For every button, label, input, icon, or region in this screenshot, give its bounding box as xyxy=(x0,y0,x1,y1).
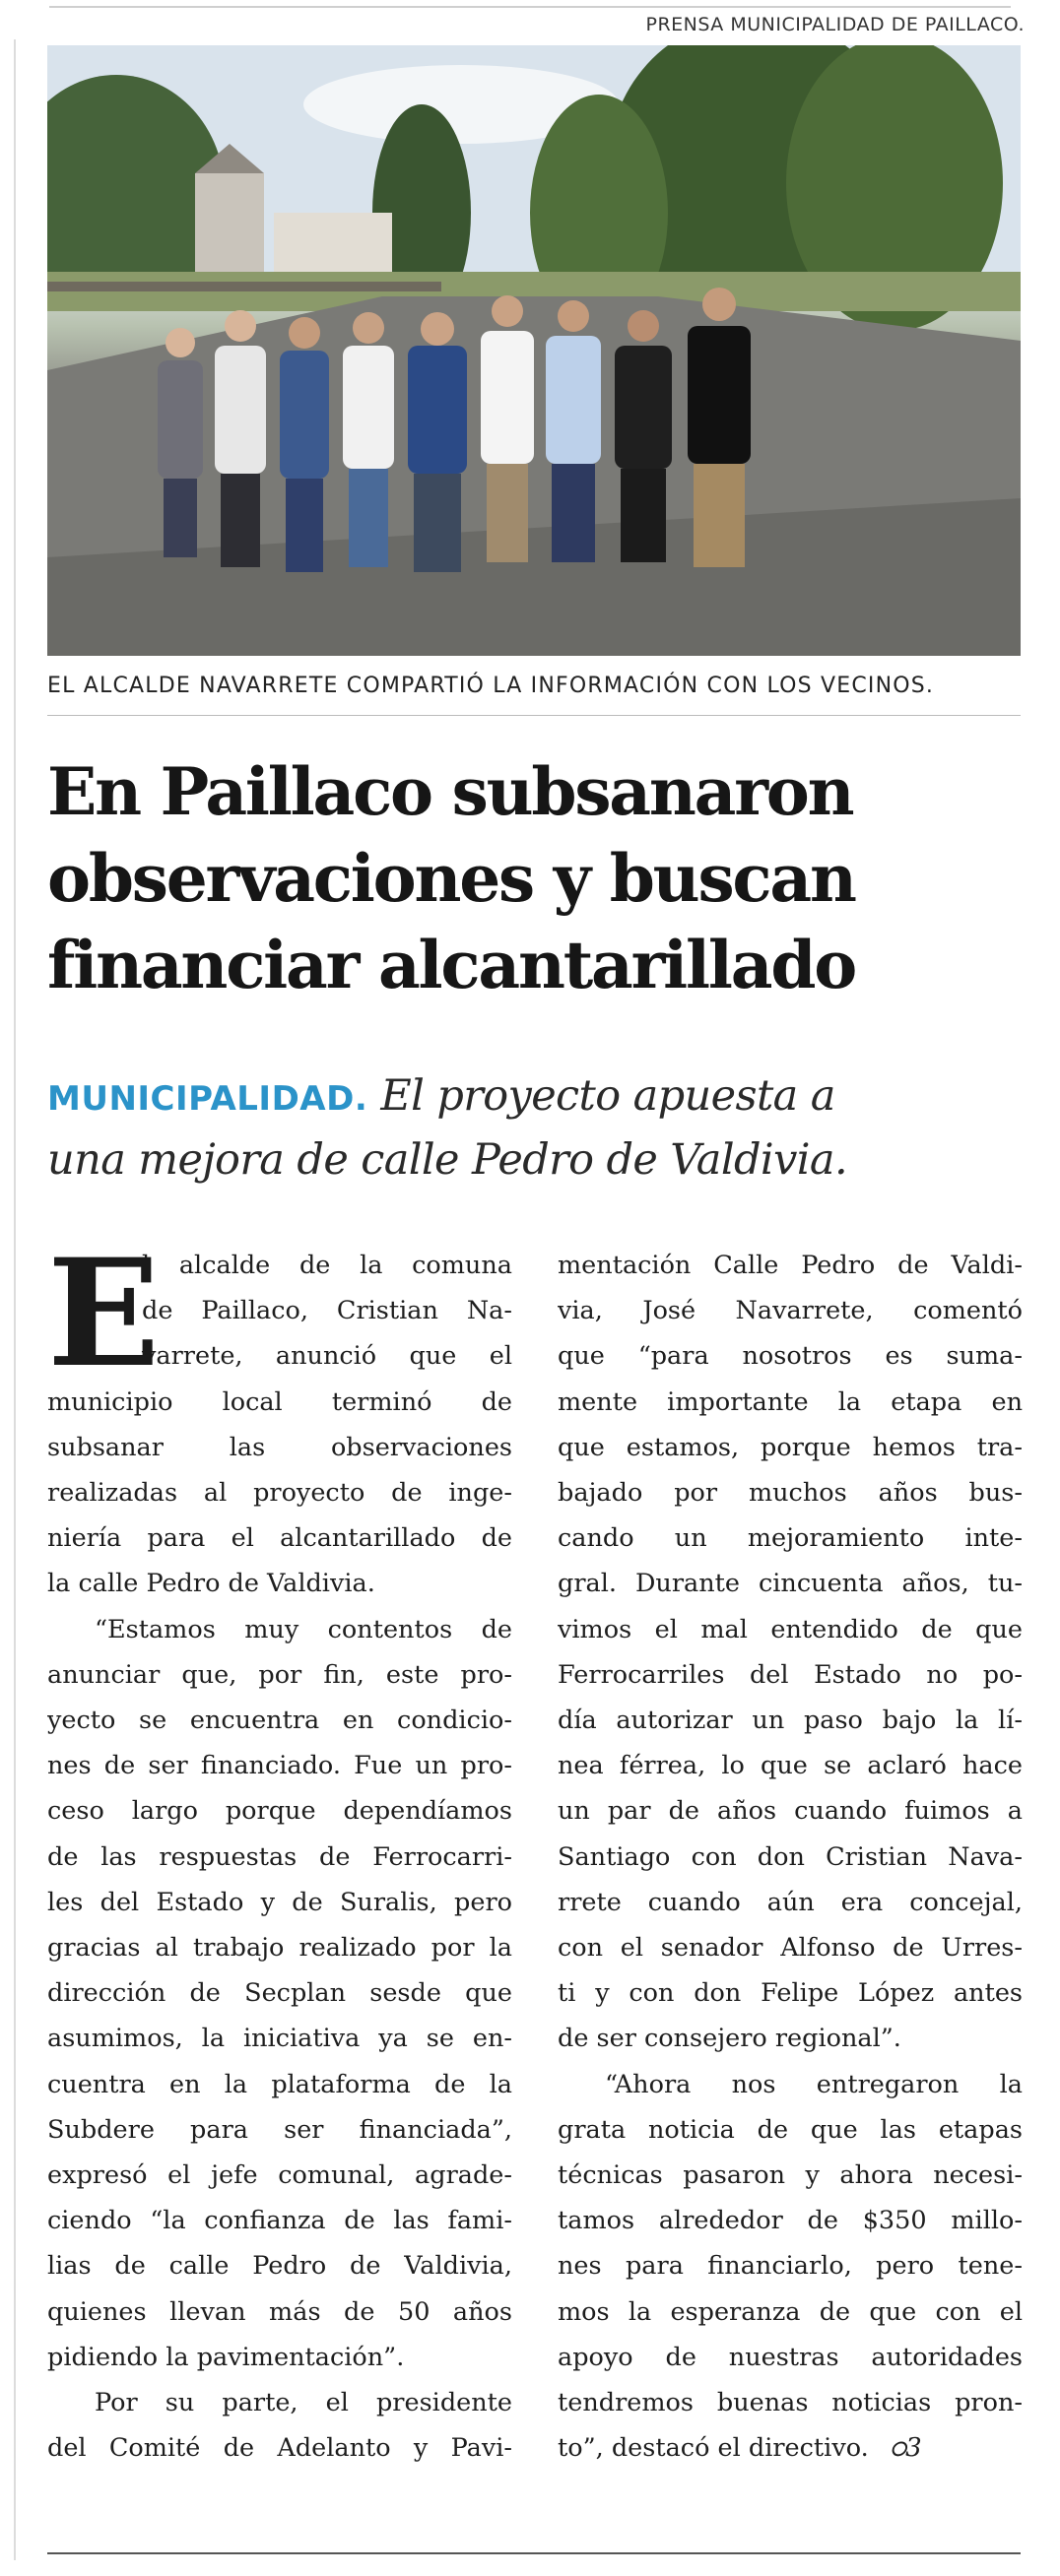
photo-caption: EL ALCALDE NAVARRETE COMPARTIÓ LA INFORMACIÓN CON LOS VECINOS. xyxy=(47,674,935,698)
photo-credit: PRENSA MUNICIPALIDAD DE PAILLACO. xyxy=(645,14,1025,35)
body-line: l alcalde de la comuna xyxy=(142,1251,512,1280)
body-line: gral. Durante cincuenta años, tu- xyxy=(558,1569,1023,1599)
body-line: un par de años cuando fuimos a xyxy=(558,1796,1023,1827)
body-line: nes de ser financiado. Fue un pro- xyxy=(47,1751,512,1781)
top-rule xyxy=(49,6,1011,8)
body-line: mentación Calle Pedro de Valdi- xyxy=(558,1251,1023,1280)
body-line: vimos el mal entendido de que xyxy=(558,1614,1023,1644)
body-line: lias de calle Pedro de Valdivia, xyxy=(47,2251,512,2282)
subheadline xyxy=(47,1065,1023,1191)
body-line: yecto se encuentra en condicio- xyxy=(47,1706,512,1736)
body-line: con el senador Alfonso de Urres- xyxy=(558,1933,1023,1964)
page-edge-rule xyxy=(14,39,16,2560)
subhead-text: una mejora de calle Pedro de Valdivia. xyxy=(47,1135,848,1185)
bottom-rule xyxy=(47,2552,1021,2554)
caption-rule xyxy=(47,715,1021,716)
body-line: expresó el jefe comunal, agrade- xyxy=(47,2160,512,2191)
body-line: apoyo de nuestras autoridades xyxy=(558,2342,1023,2372)
section-kicker: MUNICIPALIDAD. xyxy=(47,1079,368,1119)
body-line: niería para el alcantarillado de xyxy=(47,1523,512,1554)
body-line: “Estamos muy contentos de xyxy=(95,1614,512,1644)
body-line-text: to”, destacó el directivo. xyxy=(558,2433,869,2464)
body-line: grata noticia de que las etapas xyxy=(558,2114,1023,2145)
body-line: les del Estado y de Suralis, pero xyxy=(47,1887,512,1917)
body-line: cuentra en la plataforma de la xyxy=(47,2069,512,2099)
body-line: la calle Pedro de Valdivia. xyxy=(47,1569,375,1599)
body-line: varrete, anunció que el xyxy=(142,1341,512,1372)
body-line: realizadas al proyecto de inge- xyxy=(47,1478,512,1509)
body-line: quienes llevan más de 50 años xyxy=(47,2296,512,2327)
body-line: nes para financiarlo, pero tene- xyxy=(558,2251,1023,2282)
body-line: bajado por muchos años bus- xyxy=(558,1478,1023,1509)
body-line: tamos alrededor de $350 millo- xyxy=(558,2206,1023,2236)
body-line: Santiago con don Cristian Nava- xyxy=(558,1841,1023,1872)
body-line xyxy=(558,2425,1023,2471)
photo-illustration xyxy=(47,45,1021,656)
body-line: pidiendo la pavimentación”. xyxy=(47,2342,405,2372)
body-line: día autorizar un paso bajo la lí- xyxy=(558,1706,1023,1736)
body-line: nea férrea, lo que se aclaró hace xyxy=(558,1751,1023,1781)
body-line: “Ahora nos entregaron la xyxy=(605,2069,1023,2099)
body-line: ti y con don Felipe López antes xyxy=(558,1978,1023,2009)
headline-line: En Paillaco subsanaron xyxy=(47,753,853,830)
body-line: subsanar las observaciones xyxy=(47,1432,512,1462)
body-line: de las respuestas de Ferrocarri- xyxy=(47,1841,512,1872)
body-line: Por su parte, el presidente xyxy=(95,2388,512,2418)
headline-line: observaciones y buscan xyxy=(47,840,855,917)
body-line: mos la esperanza de que con el xyxy=(558,2296,1023,2327)
drop-cap: E xyxy=(47,1227,161,1400)
body-line: anunciar que, por fin, este pro- xyxy=(47,1659,512,1690)
body-line: ciendo “la confianza de las fami- xyxy=(47,2206,512,2236)
body-line: de ser consejero regional”. xyxy=(558,2024,901,2054)
body-line: que estamos, porque hemos tra- xyxy=(558,1432,1023,1462)
body-line: municipio local terminó de xyxy=(47,1386,512,1417)
article-photo xyxy=(47,45,1021,656)
end-mark-icon: ഠ3 xyxy=(888,2433,922,2464)
headline xyxy=(47,748,1023,1008)
body-line: ceso largo porque dependíamos xyxy=(47,1796,512,1827)
body-line: dirección de Secplan sesde que xyxy=(47,1978,512,2009)
body-line: rrete cuando aún era concejal, xyxy=(558,1887,1023,1917)
body-line: tendremos buenas noticias pron- xyxy=(558,2388,1023,2418)
body-line: gracias al trabajo realizado por la xyxy=(47,1933,512,1964)
body-line: via, José Navarrete, comentó xyxy=(558,1296,1023,1326)
body-line: Subdere para ser financiada”, xyxy=(47,2114,512,2145)
body-line: que “para nosotros es suma- xyxy=(558,1341,1023,1372)
body-line: técnicas pasaron y ahora necesi- xyxy=(558,2160,1023,2191)
body-line: cando un mejoramiento inte- xyxy=(558,1523,1023,1554)
body-line: asumimos, la iniciativa ya se en- xyxy=(47,2024,512,2054)
headline-line: financiar alcantarillado xyxy=(47,927,856,1003)
body-line: del Comité de Adelanto y Pavi- xyxy=(47,2433,512,2464)
article-column-right xyxy=(558,1243,1023,2471)
article-column-left xyxy=(47,1227,512,2471)
body-line: Ferrocarriles del Estado no po- xyxy=(558,1659,1023,1690)
body-line: mente importante la etapa en xyxy=(558,1386,1023,1417)
subhead-text: El proyecto apuesta a xyxy=(367,1071,835,1121)
body-line: de Paillaco, Cristian Na- xyxy=(142,1296,512,1326)
